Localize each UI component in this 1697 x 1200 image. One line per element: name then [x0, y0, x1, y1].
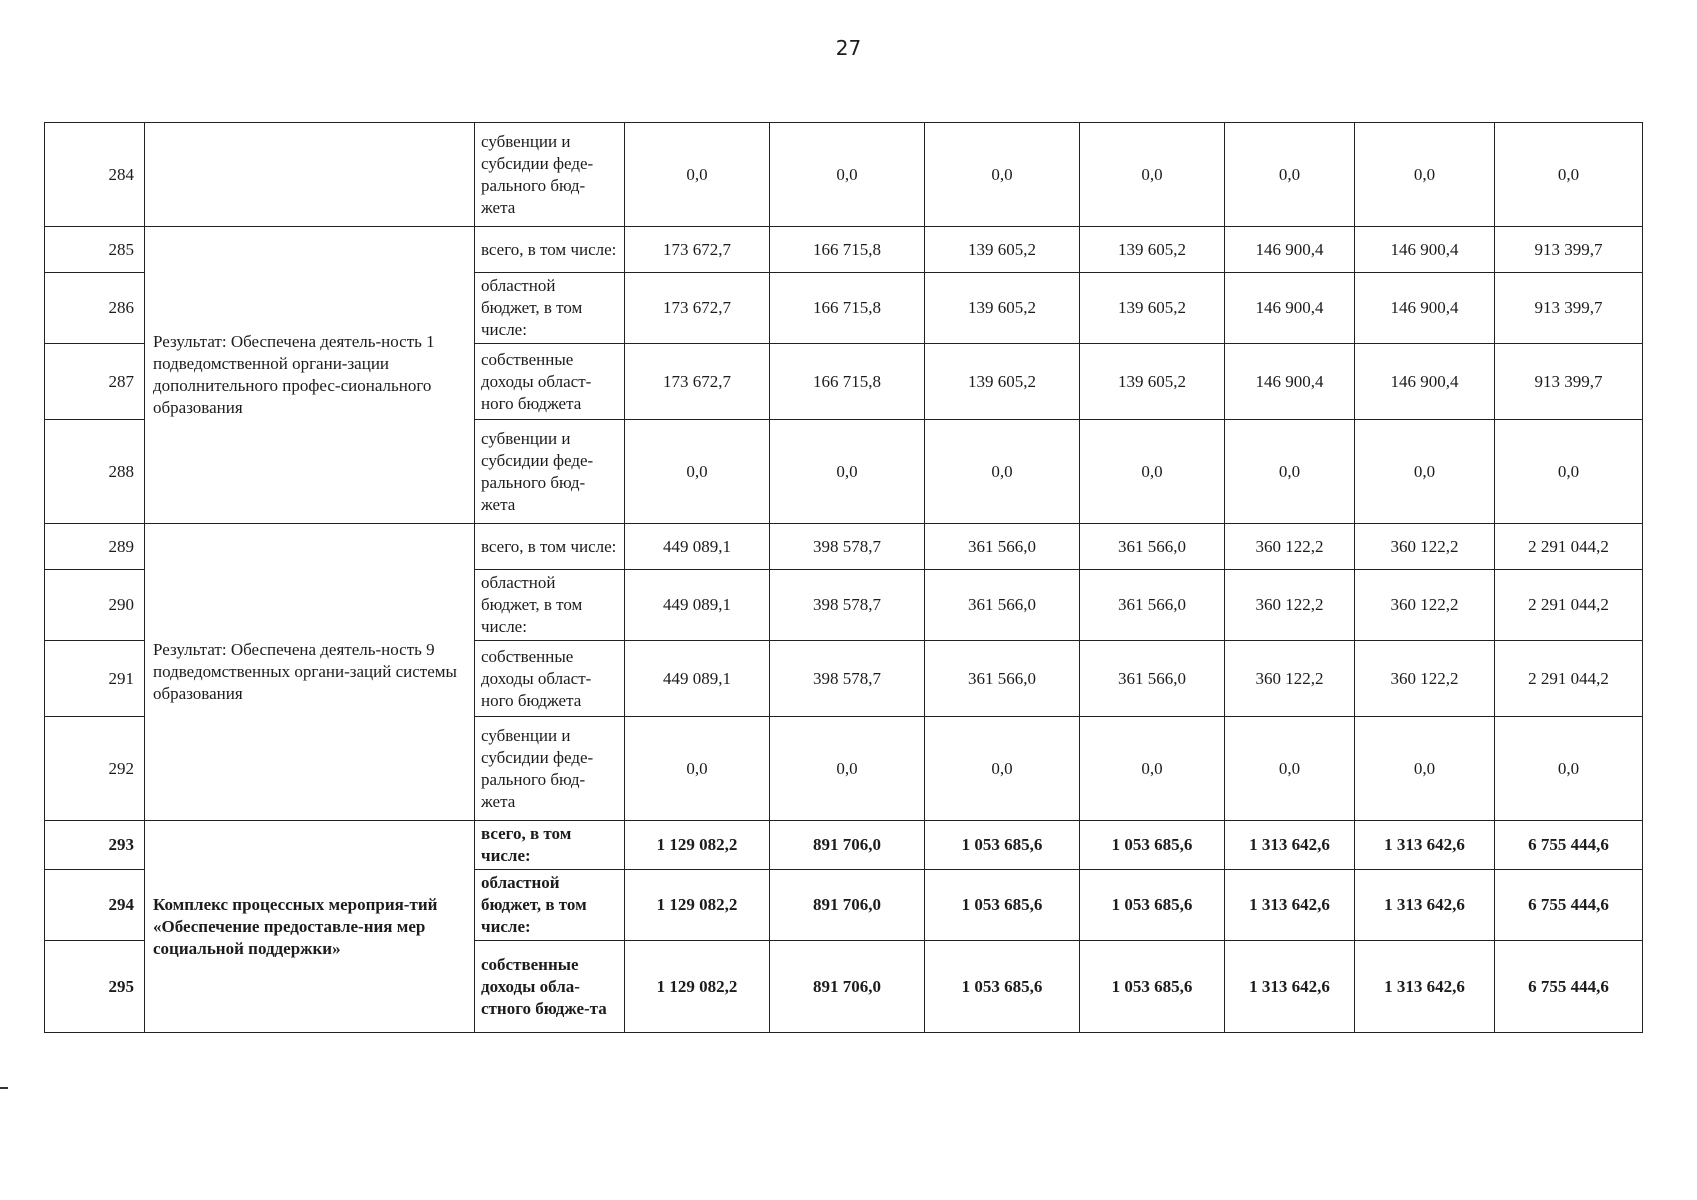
- value-cell: 173 672,7: [625, 344, 770, 420]
- value-cell: 166 715,8: [770, 344, 925, 420]
- value-cell: 0,0: [770, 717, 925, 821]
- funding-source: областной бюджет, в том числе:: [475, 870, 625, 941]
- value-cell: 1 053 685,6: [1080, 821, 1225, 870]
- value-cell: 0,0: [1080, 717, 1225, 821]
- value-cell: 1 313 642,6: [1355, 870, 1495, 941]
- value-cell: 913 399,7: [1495, 227, 1643, 273]
- value-cell: 0,0: [1080, 420, 1225, 524]
- value-cell: 0,0: [625, 420, 770, 524]
- value-cell: 0,0: [1495, 123, 1643, 227]
- value-cell: 913 399,7: [1495, 273, 1643, 344]
- value-cell: 0,0: [925, 123, 1080, 227]
- funding-source: субвенции и субсидии феде-рального бюд-жета: [475, 420, 625, 524]
- value-cell: 360 122,2: [1355, 570, 1495, 641]
- value-cell: 398 578,7: [770, 524, 925, 570]
- value-cell: 0,0: [1495, 717, 1643, 821]
- table-row: [45, 227, 1643, 273]
- value-cell: 139 605,2: [925, 227, 1080, 273]
- row-number: 295: [45, 941, 145, 1033]
- value-cell: 139 605,2: [1080, 227, 1225, 273]
- value-cell: 6 755 444,6: [1495, 821, 1643, 870]
- value-cell: 891 706,0: [770, 821, 925, 870]
- value-cell: 0,0: [770, 420, 925, 524]
- value-cell: 449 089,1: [625, 641, 770, 717]
- value-cell: 0,0: [1495, 420, 1643, 524]
- value-cell: 1 053 685,6: [925, 821, 1080, 870]
- value-cell: 0,0: [1225, 123, 1355, 227]
- value-cell: 1 129 082,2: [625, 821, 770, 870]
- value-cell: 2 291 044,2: [1495, 570, 1643, 641]
- group-name: Комплекс процессных мероприя-тий «Обеспечение предоставле-ния мер социальной поддержки»: [145, 821, 475, 1033]
- value-cell: 146 900,4: [1225, 344, 1355, 420]
- value-cell: 1 313 642,6: [1355, 821, 1495, 870]
- funding-source: собственные доходы област-ного бюджета: [475, 641, 625, 717]
- value-cell: 166 715,8: [770, 227, 925, 273]
- row-number: 291: [45, 641, 145, 717]
- value-cell: 139 605,2: [1080, 344, 1225, 420]
- value-cell: 361 566,0: [925, 570, 1080, 641]
- table-row: [45, 821, 1643, 870]
- value-cell: 2 291 044,2: [1495, 641, 1643, 717]
- funding-source: собственные доходы област-ного бюджета: [475, 344, 625, 420]
- value-cell: 361 566,0: [925, 524, 1080, 570]
- value-cell: 146 900,4: [1225, 273, 1355, 344]
- value-cell: 1 053 685,6: [1080, 941, 1225, 1033]
- value-cell: 0,0: [925, 420, 1080, 524]
- value-cell: 361 566,0: [1080, 524, 1225, 570]
- value-cell: 6 755 444,6: [1495, 941, 1643, 1033]
- value-cell: 2 291 044,2: [1495, 524, 1643, 570]
- row-number: 290: [45, 570, 145, 641]
- value-cell: 449 089,1: [625, 524, 770, 570]
- value-cell: 0,0: [625, 123, 770, 227]
- value-cell: 139 605,2: [925, 344, 1080, 420]
- value-cell: 139 605,2: [1080, 273, 1225, 344]
- row-number: 288: [45, 420, 145, 524]
- value-cell: 360 122,2: [1355, 524, 1495, 570]
- value-cell: 361 566,0: [1080, 641, 1225, 717]
- value-cell: 891 706,0: [770, 941, 925, 1033]
- row-number: 292: [45, 717, 145, 821]
- value-cell: 0,0: [770, 123, 925, 227]
- value-cell: 0,0: [625, 717, 770, 821]
- table-row: [45, 524, 1643, 570]
- value-cell: 360 122,2: [1225, 524, 1355, 570]
- value-cell: 449 089,1: [625, 570, 770, 641]
- funding-source: субвенции и субсидии феде-рального бюд-жета: [475, 717, 625, 821]
- value-cell: 398 578,7: [770, 570, 925, 641]
- row-number: 286: [45, 273, 145, 344]
- row-number: 285: [45, 227, 145, 273]
- row-number: 294: [45, 870, 145, 941]
- value-cell: 0,0: [1355, 420, 1495, 524]
- value-cell: 360 122,2: [1225, 641, 1355, 717]
- value-cell: 0,0: [1225, 717, 1355, 821]
- value-cell: 173 672,7: [625, 273, 770, 344]
- funding-source: областной бюджет, в том числе:: [475, 273, 625, 344]
- value-cell: 1 313 642,6: [1225, 941, 1355, 1033]
- value-cell: 361 566,0: [1080, 570, 1225, 641]
- value-cell: 361 566,0: [925, 641, 1080, 717]
- value-cell: 0,0: [1080, 123, 1225, 227]
- row-number: 284: [45, 123, 145, 227]
- funding-source: областной бюджет, в том числе:: [475, 570, 625, 641]
- row-number: 289: [45, 524, 145, 570]
- value-cell: 1 313 642,6: [1225, 870, 1355, 941]
- value-cell: 0,0: [1355, 717, 1495, 821]
- edge-mark: [0, 1087, 8, 1089]
- funding-source: всего, в том числе:: [475, 524, 625, 570]
- value-cell: 166 715,8: [770, 273, 925, 344]
- funding-source: собственные доходы обла-стного бюдже-та: [475, 941, 625, 1033]
- value-cell: 398 578,7: [770, 641, 925, 717]
- funding-source: всего, в том числе:: [475, 821, 625, 870]
- value-cell: 0,0: [1225, 420, 1355, 524]
- table-body: [45, 123, 1643, 1033]
- value-cell: 1 053 685,6: [1080, 870, 1225, 941]
- value-cell: 1 129 082,2: [625, 941, 770, 1033]
- value-cell: 146 900,4: [1355, 273, 1495, 344]
- value-cell: 1 129 082,2: [625, 870, 770, 941]
- value-cell: 146 900,4: [1355, 227, 1495, 273]
- group-name: [145, 123, 475, 227]
- value-cell: 6 755 444,6: [1495, 870, 1643, 941]
- value-cell: 146 900,4: [1225, 227, 1355, 273]
- budget-table: [44, 122, 1643, 1033]
- value-cell: 360 122,2: [1355, 641, 1495, 717]
- table-row: [45, 123, 1643, 227]
- value-cell: 1 313 642,6: [1225, 821, 1355, 870]
- value-cell: 0,0: [925, 717, 1080, 821]
- funding-source: субвенции и субсидии феде-рального бюд-жета: [475, 123, 625, 227]
- value-cell: 1 313 642,6: [1355, 941, 1495, 1033]
- value-cell: 913 399,7: [1495, 344, 1643, 420]
- group-name: Результат: Обеспечена деятель-ность 9 подведомственных органи-заций системы образования: [145, 524, 475, 821]
- value-cell: 360 122,2: [1225, 570, 1355, 641]
- value-cell: 146 900,4: [1355, 344, 1495, 420]
- group-name: Результат: Обеспечена деятель-ность 1 подведомственной органи-зации дополнительного профес-сионального образования: [145, 227, 475, 524]
- value-cell: 0,0: [1355, 123, 1495, 227]
- page-number: 27: [835, 36, 862, 60]
- value-cell: 173 672,7: [625, 227, 770, 273]
- row-number: 287: [45, 344, 145, 420]
- funding-source: всего, в том числе:: [475, 227, 625, 273]
- row-number: 293: [45, 821, 145, 870]
- value-cell: 1 053 685,6: [925, 870, 1080, 941]
- value-cell: 891 706,0: [770, 870, 925, 941]
- value-cell: 1 053 685,6: [925, 941, 1080, 1033]
- value-cell: 139 605,2: [925, 273, 1080, 344]
